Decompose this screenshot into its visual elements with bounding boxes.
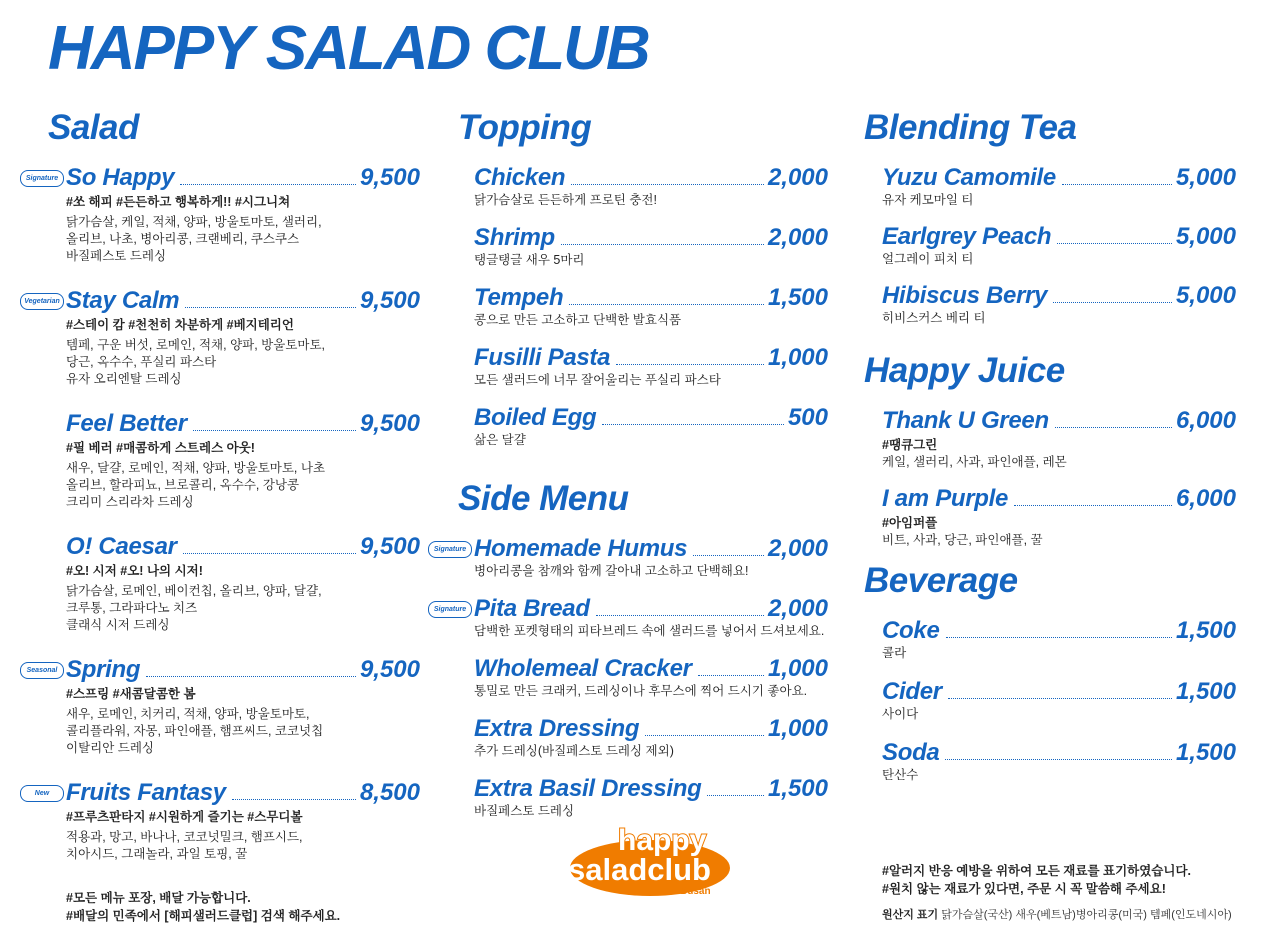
menu-item [428, 653, 828, 700]
dotted-leader [1053, 302, 1172, 303]
menu-item-name: Thank U Green [882, 407, 1049, 434]
menu-item-price: 2,000 [767, 595, 828, 622]
menu-item-name: Wholemeal Cracker [474, 655, 692, 682]
ingredient-line: 닭가슴살, 케일, 적채, 양파, 방울토마토, 샐러리, [66, 215, 322, 229]
menu-item-row [474, 533, 828, 563]
menu-item [836, 280, 1236, 327]
dotted-leader [945, 759, 1171, 760]
menu-item-row [882, 615, 1236, 645]
menu-item-description: 통밀로 만든 크래커, 드레싱이나 후무스에 찍어 드시기 좋아요. [474, 684, 808, 698]
menu-item [428, 713, 828, 760]
menu-item [20, 531, 420, 634]
dotted-leader [596, 615, 764, 616]
menu-item [836, 737, 1236, 784]
menu-item-hashtag: #오! 시저 #오! 나의 시저! [66, 564, 203, 578]
menu-item [428, 282, 828, 329]
ingredient-line: 올리브, 할라피뇨, 브로콜리, 옥수수, 강낭콩 [66, 478, 300, 492]
dotted-leader [185, 307, 356, 308]
menu-item-row [474, 222, 828, 252]
menu-item-name: Hibiscus Berry [882, 282, 1048, 309]
menu-item-name: Boiled Egg [474, 404, 597, 431]
menu-item [20, 162, 420, 265]
menu-item-price: 1,500 [1175, 678, 1236, 705]
origin-label: 원산지 표기 [882, 909, 939, 921]
ingredient-line: 적용과, 망고, 바나나, 코코넛밀크, 햄프시드, [66, 830, 303, 844]
menu-item-price: 1,500 [1175, 739, 1236, 766]
menu-item-row [474, 713, 828, 743]
menu-item-row [882, 737, 1236, 767]
ingredient-line: 바질페스토 드레싱 [66, 249, 167, 263]
menu-item-row [882, 162, 1236, 192]
menu-item-price: 2,000 [767, 224, 828, 251]
menu-badge: Signature [428, 541, 472, 558]
menu-item-row [882, 405, 1236, 435]
menu-item-hashtag: #스테이 캄 #천천히 차분하게 #베지테리언 [66, 318, 294, 332]
menu-item-description: 담백한 포켓형태의 피타브레드 속에 샐러드를 넣어서 드셔보세요. [474, 624, 825, 638]
menu-item-name: Cider [882, 678, 942, 705]
dotted-leader [1062, 184, 1172, 185]
menu-item-hashtag: #필 베러 #매콤하게 스트레스 아웃! [66, 441, 255, 455]
origin-text: 닭가슴살(국산) 새우(베트남)병아리콩(미국) 템페(인도네시아) [941, 909, 1232, 921]
beverage-section-title: Beverage [864, 561, 1018, 600]
allergy-note-line: #원치 않는 재료가 있다면, 주문 시 꼭 말씀해 주세요! [882, 882, 1166, 896]
menu-item-description: 비트, 사과, 당근, 파인애플, 꿀 [882, 533, 1043, 547]
dotted-leader [707, 795, 763, 796]
menu-item [428, 402, 828, 449]
ingredient-line: 닭가슴살, 로메인, 베이컨칩, 올리브, 양파, 달걀, [66, 584, 322, 598]
menu-item-name: Tempeh [474, 284, 564, 311]
menu-item [836, 162, 1236, 209]
menu-item-row [474, 162, 828, 192]
menu-item [836, 405, 1236, 471]
tea-section-title: Blending Tea [864, 108, 1077, 147]
menu-item-name: Extra Basil Dressing [474, 775, 702, 802]
menu-item-price: 5,000 [1175, 282, 1236, 309]
ingredient-line: 크리미 스리라차 드레싱 [66, 495, 194, 509]
menu-item-description: 모든 샐러드에 너무 잘어울리는 푸실리 파스타 [474, 373, 721, 387]
menu-item-description: 콩으로 만든 고소하고 단백한 발효식품 [474, 313, 682, 327]
ingredient-line: 템페, 구운 버섯, 로메인, 적채, 양파, 방울토마토, [66, 338, 326, 352]
menu-item-price: 8,500 [359, 779, 420, 806]
menu-item-description: 바질페스토 드레싱 [474, 804, 575, 818]
menu-item-ingredients [66, 214, 420, 265]
origin-label-line [882, 906, 1236, 922]
delivery-notes [20, 889, 420, 925]
dotted-leader [698, 675, 764, 676]
menu-item-hashtag: #프루츠판타지 #시원하게 즐기는 #스무디볼 [66, 810, 303, 824]
menu-item-row [66, 408, 420, 438]
ingredient-line: 새우, 달걀, 로메인, 적채, 양파, 방울토마토, 나초 [66, 461, 326, 475]
menu-item-hashtag: #땡큐그린 [882, 438, 938, 452]
dotted-leader [946, 637, 1172, 638]
menu-item [428, 222, 828, 269]
menu-item-price: 9,500 [359, 533, 420, 560]
note-line: #모든 메뉴 포장, 배달 가능합니다. [66, 891, 251, 905]
menu-item-row [882, 280, 1236, 310]
menu-item-name: I am Purple [882, 485, 1009, 512]
menu-item-price: 1,000 [767, 715, 828, 742]
menu-item [428, 342, 828, 389]
menu-item-price: 9,500 [359, 656, 420, 683]
menu-item-price: 1,000 [767, 344, 828, 371]
dotted-leader [1014, 505, 1172, 506]
juice-section-title: Happy Juice [864, 351, 1065, 390]
menu-item-name: Stay Calm [66, 287, 180, 314]
ingredient-line: 크루통, 그라파다노 치즈 [66, 601, 198, 615]
menu-item-row [882, 676, 1236, 706]
menu-badge: New [20, 785, 64, 802]
menu-badge: Signature [20, 170, 64, 187]
menu-item [428, 593, 828, 640]
dotted-leader [1055, 427, 1172, 428]
salad-section-title: Salad [48, 108, 139, 147]
dotted-leader [693, 555, 764, 556]
menu-item [428, 773, 828, 820]
menu-item-price: 1,500 [1175, 617, 1236, 644]
menu-item-ingredients [66, 337, 420, 388]
ingredient-line: 새우, 로메인, 치커리, 적채, 양파, 방울토마토, [66, 707, 310, 721]
menu-item-name: Earlgrey Peach [882, 223, 1052, 250]
menu-item-description: 삶은 달걀 [474, 433, 526, 447]
menu-item-name: Homemade Humus [474, 535, 688, 562]
dotted-leader [561, 244, 764, 245]
logo-word-happy: happy [618, 824, 707, 857]
ingredient-line: 당근, 옥수수, 푸실리 파스타 [66, 355, 217, 369]
menu-item-row [474, 282, 828, 312]
menu-item-price: 2,000 [767, 535, 828, 562]
menu-item [20, 654, 420, 757]
note-line: #배달의 민족에서 [해피샐러드클럽] 검색 해주세요. [66, 909, 341, 923]
menu-item-price: 9,500 [359, 287, 420, 314]
menu-item-ingredients [66, 706, 420, 757]
menu-item-description: 얼그레이 피치 티 [882, 252, 974, 266]
menu-item-name: Spring [66, 656, 141, 683]
dotted-leader [232, 799, 356, 800]
menu-item-description: 닭가슴살로 든든하게 프로틴 충전! [474, 193, 657, 207]
menu-item-name: Yuzu Camomile [882, 164, 1056, 191]
ingredient-line: 콜리플라워, 자몽, 파인애플, 햄프씨드, 코코넛칩 [66, 724, 324, 738]
menu-item-description: 추가 드레싱(바질페스토 드레싱 제외) [474, 744, 674, 758]
menu-item-row [474, 342, 828, 372]
page-title: HAPPY SALAD CLUB [48, 14, 649, 83]
topping-side-column [428, 108, 828, 833]
menu-item-price: 1,500 [767, 284, 828, 311]
menu-item-name: Chicken [474, 164, 566, 191]
menu-item [836, 483, 1236, 549]
menu-badge: Seasonal [20, 662, 64, 679]
menu-item-description: 병아리콩을 참깨와 함께 갈아내 고소하고 단백해요! [474, 564, 749, 578]
menu-item-row [474, 773, 828, 803]
dotted-leader [180, 184, 356, 185]
dotted-leader [146, 676, 356, 677]
ingredient-line: 클래식 시저 드레싱 [66, 618, 170, 632]
menu-item-price: 2,000 [767, 164, 828, 191]
menu-item-row [66, 285, 420, 315]
menu-item-price: 6,000 [1175, 407, 1236, 434]
allergy-notes [836, 862, 1236, 922]
menu-item-name: Pita Bread [474, 595, 590, 622]
dotted-leader [569, 304, 764, 305]
ingredient-line: 유자 오리엔탈 드레싱 [66, 372, 182, 386]
menu-item [836, 221, 1236, 268]
menu-item-price: 5,000 [1175, 223, 1236, 250]
ingredient-line: 치아시드, 그래놀라, 과일 토핑, 꿀 [66, 847, 248, 861]
menu-item-name: Feel Better [66, 410, 187, 437]
menu-item-price: 9,500 [359, 164, 420, 191]
salad-column [20, 108, 420, 925]
menu-item-row [66, 777, 420, 807]
menu-item-row [66, 654, 420, 684]
ingredient-line: 올리브, 나초, 병아리콩, 크랜베리, 쿠스쿠스 [66, 232, 300, 246]
menu-item-price: 1,000 [767, 655, 828, 682]
happy-saladclub-logo [562, 822, 732, 900]
menu-item-name: Coke [882, 617, 940, 644]
menu-item-description: 히비스커스 베리 티 [882, 311, 986, 325]
menu-item-name: Extra Dressing [474, 715, 640, 742]
menu-item-row [474, 402, 828, 432]
dotted-leader [183, 553, 356, 554]
menu-item-price: 1,500 [767, 775, 828, 802]
side-menu-section-title: Side Menu [458, 479, 629, 518]
menu-item-description: 탄산수 [882, 768, 919, 782]
menu-item-name: Shrimp [474, 224, 555, 251]
menu-item-hashtag: #아임퍼플 [882, 516, 938, 530]
menu-item-price: 6,000 [1175, 485, 1236, 512]
menu-badge: Signature [428, 601, 472, 618]
menu-item-price: 9,500 [359, 410, 420, 437]
menu-item-description: 케일, 샐러리, 사과, 파인애플, 레몬 [882, 455, 1067, 469]
dotted-leader [571, 184, 764, 185]
drinks-column [836, 108, 1236, 922]
menu-item-row [474, 593, 828, 623]
menu-item [836, 676, 1236, 723]
menu-item-row [66, 531, 420, 561]
menu-item-name: Fusilli Pasta [474, 344, 611, 371]
logo-city: Busan [680, 886, 711, 897]
menu-item-ingredients [66, 460, 420, 511]
menu-item-price: 5,000 [1175, 164, 1236, 191]
menu-item [20, 408, 420, 511]
topping-section-title: Topping [458, 108, 592, 147]
menu-item-description: 사이다 [882, 707, 919, 721]
menu-badge: Vegetarian [20, 293, 64, 310]
menu-item-row [66, 162, 420, 192]
menu-item-description: 콜라 [882, 646, 907, 660]
menu-item-price: 500 [787, 404, 828, 431]
menu-item [428, 533, 828, 580]
menu-item [836, 615, 1236, 662]
menu-item [428, 162, 828, 209]
menu-item-name: Soda [882, 739, 940, 766]
dotted-leader [193, 430, 356, 431]
menu-item-ingredients [66, 583, 420, 634]
menu-item-description: 유자 케모마일 티 [882, 193, 974, 207]
allergy-note-line: #알러지 반응 예방을 위하여 모든 재료를 표기하였습니다. [882, 864, 1191, 878]
menu-item-name: So Happy [66, 164, 175, 191]
ingredient-line: 이탈리안 드레싱 [66, 741, 154, 755]
menu-item-name: O! Caesar [66, 533, 177, 560]
menu-item-hashtag: #쏘 해피 #든든하고 행복하게!! #시그니쳐 [66, 195, 291, 209]
menu-item-row [882, 221, 1236, 251]
menu-item-row [474, 653, 828, 683]
dotted-leader [645, 735, 764, 736]
logo-word-saladclub: saladclub [568, 852, 711, 887]
menu-item [20, 777, 420, 863]
menu-item-name: Fruits Fantasy [66, 779, 226, 806]
dotted-leader [602, 424, 784, 425]
menu-item-row [882, 483, 1236, 513]
menu-item [20, 285, 420, 388]
dotted-leader [948, 698, 1172, 699]
dotted-leader [1057, 243, 1172, 244]
menu-item-hashtag: #스프링 #새콤달콤한 봄 [66, 687, 196, 701]
menu-item-ingredients [66, 829, 420, 863]
dotted-leader [616, 364, 764, 365]
menu-item-description: 탱글탱글 새우 5마리 [474, 253, 585, 267]
